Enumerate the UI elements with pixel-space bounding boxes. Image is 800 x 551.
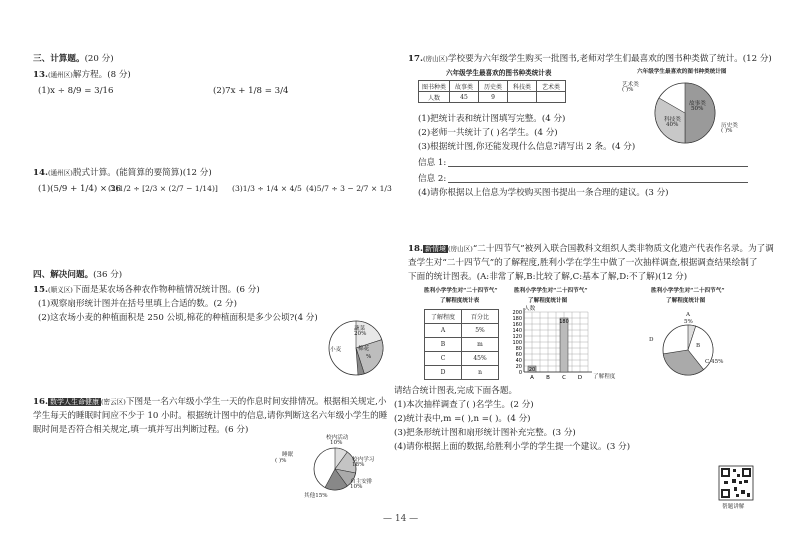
q16-slice-school-activity-value: 10% (330, 440, 343, 446)
q14-part1: (1)(5/9 + 1/4) × 36 (38, 184, 121, 194)
q18-part1: (1)本次抽样调查了( )名学生。(2 分) (394, 400, 534, 410)
qr-code-icon (719, 466, 753, 500)
q18-line2: 查学生对“二十四节气”的了解程度,胜利小学在学生中做了一次抽样调查,根据调查结果绘制了 (408, 258, 758, 268)
q17-slice-history: 历史类 (721, 123, 738, 129)
q16-slice-study-value: 18% (352, 462, 365, 468)
q16-slice-other: 其他15% (304, 493, 328, 499)
x-tick-label: A (530, 375, 534, 381)
q18-header: 18. 新情境 (房山区)“二十四节气”被列入联合国教科文组织人类非物质文化遗产代表作名录。为了调 (408, 244, 774, 254)
y-tick-label: 120 (512, 334, 522, 340)
q16-slice-sleep-value: ( )% (275, 458, 287, 464)
q17-slice-science-value: 40% (666, 122, 679, 128)
q14-part2: (2)1/2 ÷ [2/3 × (2/7 − 1/14)] (108, 184, 218, 193)
q17-slice-science: 科技类 (664, 117, 681, 123)
q17-slice-art-value: ( )% (622, 87, 634, 93)
q18-part4: (4)请你根据上面的数据,给胜利小学的学生提一个建议。(3 分) (394, 442, 631, 452)
q16-line2: 学生每天的睡眠时间应不少于 10 小时。根据统计图中的信息,请你判断这名六年级小学生的睡 (33, 411, 388, 421)
qr-caption: 帮题讲解 (722, 504, 745, 510)
y-tick-label: 0 (518, 370, 522, 376)
bar-value-label: 20 (528, 367, 536, 373)
q18-slice-a: A (686, 312, 691, 318)
y-tick-label: 20 (515, 364, 522, 370)
q18-bar-xlabel: 了解程度 (593, 374, 616, 380)
q14-header: 14.(通州区)脱式计算。(能简算的要简算)(12 分) (33, 168, 212, 178)
q14-part4: (4)5/7 ÷ 3 − 2/7 × 1/3 (306, 184, 392, 193)
q17-pie-title: 六年级学生最喜欢的图书种类统计图 (637, 69, 727, 75)
q18-table (424, 309, 499, 380)
q18-th: 百分比 (462, 310, 499, 324)
q16-slice-study: 校内学习 (352, 457, 375, 463)
y-tick-label: 80 (515, 346, 522, 352)
q18-tag: 新情境 (424, 245, 446, 253)
y-tick-label: 180 (512, 316, 522, 322)
q16-slice-free: 自主安排 (350, 479, 373, 485)
q15-slice-cotton: 棉花 (358, 346, 370, 352)
q18-cell: D (425, 366, 462, 380)
q18-table-title-2: 了解程度统计表 (440, 298, 480, 304)
q18-cell: C (425, 352, 462, 366)
q13-header: 13.(通州区)解方程。(8 分) (33, 70, 131, 80)
q17-line1: (1)把统计表和统计图填写完整。(4 分) (418, 114, 566, 124)
q17-info1: 信息 1: (418, 158, 447, 168)
answer-line (448, 166, 748, 167)
q17-cell: 图书种类 (419, 81, 450, 92)
q18-slice-c: C 45% (705, 359, 724, 365)
q15-slice-vegetables: 蔬菜 (354, 326, 366, 332)
q17-pie-chart (652, 80, 718, 146)
q17-table (418, 80, 566, 103)
q17-cell: 科技类 (508, 81, 537, 92)
q16-slice-sleep: 睡眠 (282, 452, 294, 458)
y-tick-label: 200 (512, 310, 522, 316)
q17-slice-art: 艺术类 (622, 82, 639, 88)
q13-part2: (2)7x + 1/8 = 3/4 (213, 86, 289, 96)
q18-pie-title-1: 胜利小学学生对“二十四节气” (651, 288, 725, 294)
q18-bar-chart (508, 310, 598, 386)
q18-cell: n (462, 366, 499, 380)
q17-cell: 历史类 (479, 81, 508, 92)
q18-cell: 45% (462, 352, 499, 366)
q15-slice-vegetables-value: 20% (354, 331, 367, 337)
q18-pie-chart (660, 322, 716, 378)
q16-tag: 数学人生命健康 (49, 398, 99, 406)
x-tick-label: B (546, 375, 550, 381)
q18-pie-title-2: 了解程度统计图 (666, 298, 706, 304)
q13-part1: (1)x ÷ 8/9 = 3/16 (38, 86, 114, 96)
q15-slice-cotton-value: % (366, 354, 372, 360)
y-tick-label: 40 (515, 358, 522, 364)
answer-line (448, 182, 748, 183)
x-tick-label: D (577, 375, 583, 381)
q17-header: 17.(房山区)学校要为六年级学生购买一批图书,老师对学生们最喜欢的图书种类做了统计。(12 分) (408, 54, 772, 64)
q18-prompt: 请结合统计图表,完成下面各题。 (394, 386, 518, 396)
x-tick-label: C (562, 375, 566, 381)
q15-line1: (1)观察扇形统计图并在括号里填上合适的数。(2 分) (38, 299, 237, 309)
q18-part2: (2)统计表中,m =( ),n =( )。(4 分) (394, 414, 531, 424)
page-number: — 14 — (383, 514, 419, 524)
q17-slice-story-value: 50% (691, 106, 704, 112)
q17-slice-history-value: ( )% (721, 128, 733, 134)
q18-bar-title-1: 胜利小学学生对“二十四节气” (514, 288, 588, 294)
section-4-title: 四、解决问题。(36 分) (33, 270, 123, 280)
q17-cell: 45 (450, 92, 479, 103)
y-tick-label: 100 (512, 340, 522, 346)
section-3-title: 三、计算题。(20 分) (33, 54, 114, 64)
q14-part3: (3)1/3 ÷ 1/4 × 4/5 (232, 184, 302, 193)
q16-slice-free-value: 10% (350, 484, 363, 490)
y-tick-label: 160 (512, 322, 522, 328)
q18-table-title-1: 胜利小学学生对“二十四节气” (424, 288, 498, 294)
q18-slice-b: B (696, 343, 701, 349)
y-tick-label: 60 (515, 352, 522, 358)
q17-slice-story: 故事类 (689, 101, 706, 107)
q16-header: 16. 数学人生命健康 (密云区)下图是一名六年级小学生一天的作息时间安排情况。根据相关规定,小 (33, 397, 387, 407)
q18-cell: m (462, 338, 499, 352)
q18-th: 了解程度 (425, 310, 462, 324)
q18-part3: (3)把条形统计图和扇形统计图补充完整。(3 分) (394, 428, 576, 438)
q18-cell: A (425, 324, 462, 338)
q17-info2: 信息 2: (418, 174, 447, 184)
bar (560, 318, 568, 372)
q18-cell: B (425, 338, 462, 352)
q17-cell (508, 92, 537, 103)
q16-line3: 眠时间是否符合相关规定,填一填并写出判断过程。(6 分) (33, 425, 249, 435)
q17-cell (537, 92, 566, 103)
q18-bar-ylabel: 人数 (524, 306, 536, 312)
q17-line3: (3)根据统计图,你还能发现什么信息?请写出 2 条。(4 分) (418, 142, 636, 152)
q17-table-title: 六年级学生最喜欢的图书种类统计表 (446, 69, 552, 77)
q18-cell: 5% (462, 324, 499, 338)
q18-slice-d: D (649, 337, 654, 343)
q17-line2: (2)老师一共统计了( )名学生。(4 分) (418, 128, 558, 138)
q17-cell: 艺术类 (537, 81, 566, 92)
q17-line4: (4)请你根据以上信息为学校购买图书提出一条合理的建议。(3 分) (418, 188, 669, 198)
y-tick-label: 140 (512, 328, 522, 334)
q18-bar-title-2: 了解程度统计图 (528, 298, 568, 304)
q16-slice-school-activity: 校内活动 (326, 435, 349, 441)
q17-cell: 故事类 (450, 81, 479, 92)
q15-header: 15.(顺义区)下面是某农场各种农作物种植情况统计图。(6 分) (33, 285, 260, 295)
q15-slice-wheat: 小麦 (330, 347, 342, 353)
q15-line2: (2)这农场小麦的种植面积是 250 公顷,棉花的种植面积是多少公顷?(4 分) (38, 313, 318, 323)
q18-line3: 下面的统计图表。(A:非常了解,B:比较了解,C:基本了解,D:不了解)(12 分) (408, 272, 688, 282)
bar-value-label: 180 (559, 319, 569, 325)
q17-cell: 人数 (419, 92, 450, 103)
q17-cell: 9 (479, 92, 508, 103)
q18-slice-a-value: 5% (684, 319, 693, 325)
